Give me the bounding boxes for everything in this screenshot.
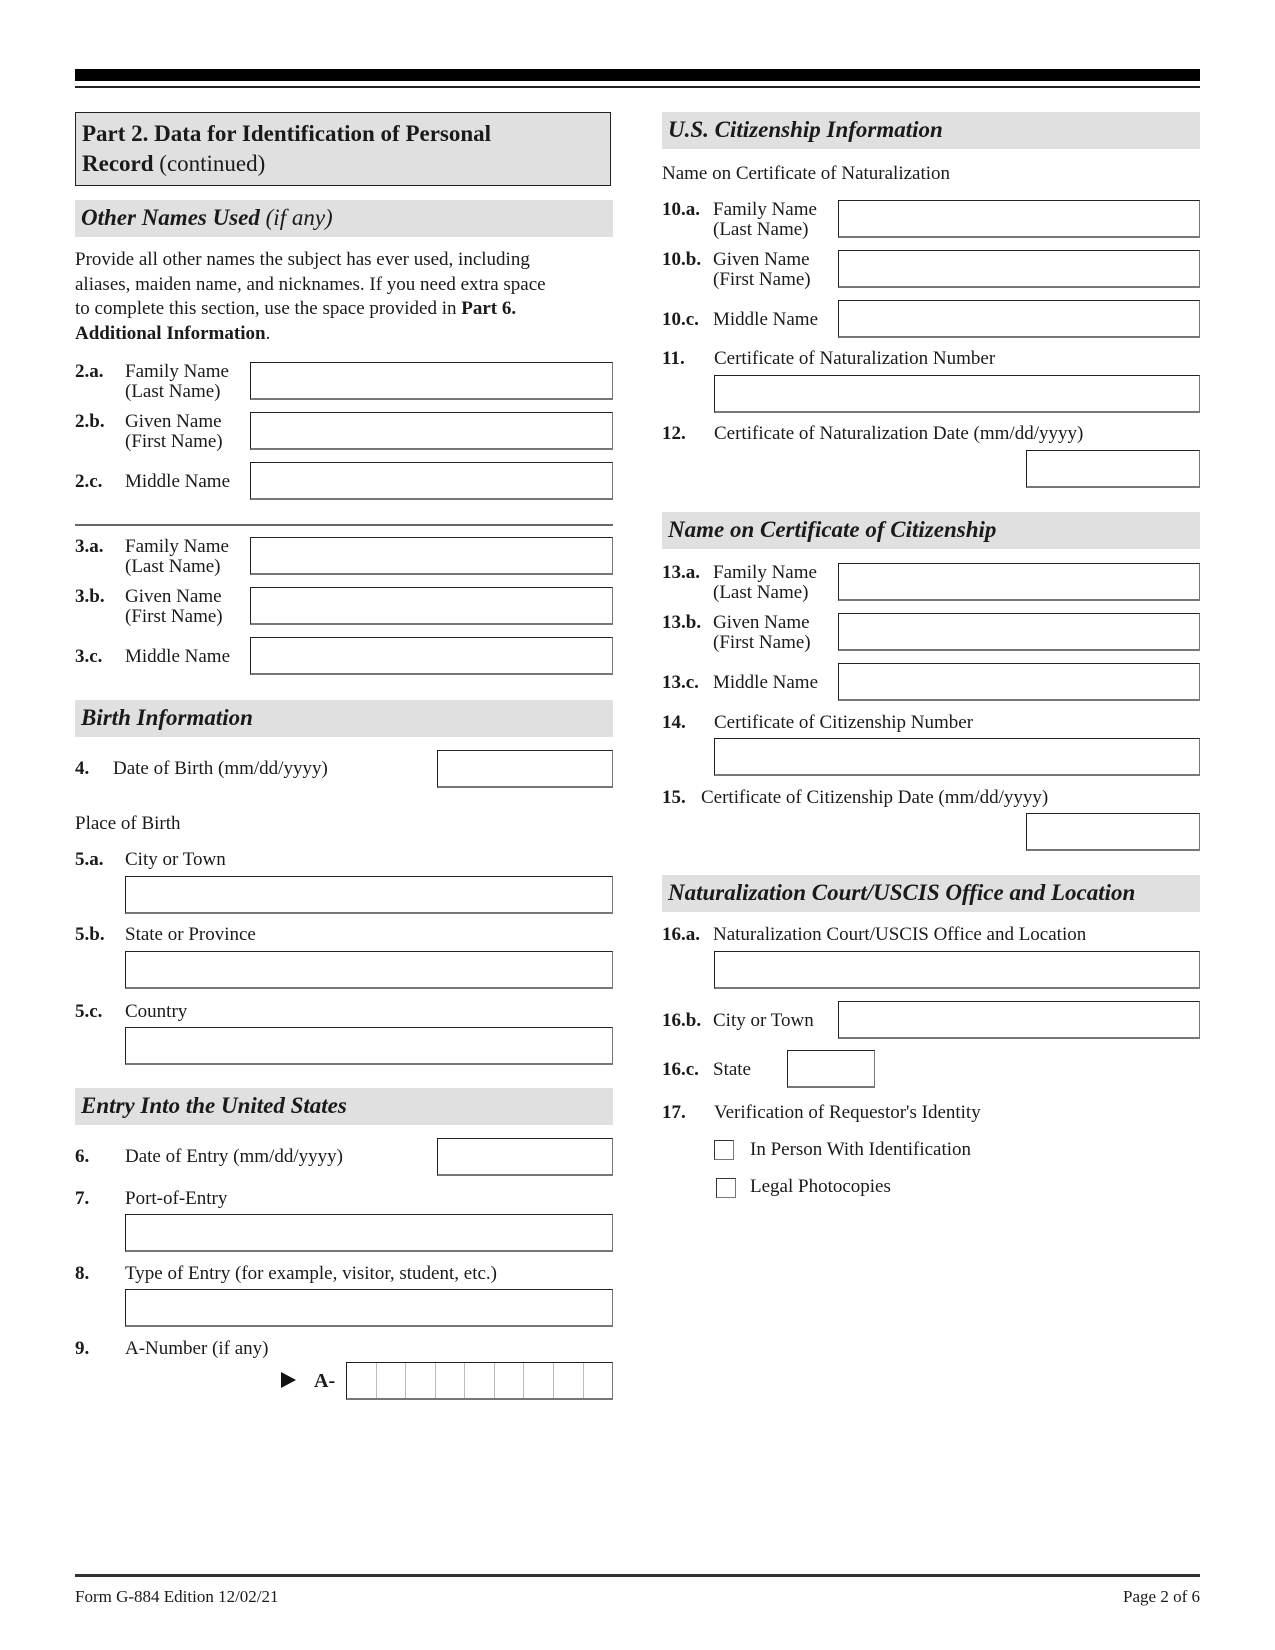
cit-cert-number-input[interactable] — [714, 738, 1200, 776]
section-title: Other Names Used — [81, 205, 260, 230]
a-number-digit-cell[interactable] — [436, 1363, 466, 1398]
instructions-line: aliases, maiden name, and nicknames. If you need extra space — [75, 273, 546, 295]
cit-middle-name-label: Middle Name — [713, 672, 819, 693]
given-name-label-2b: Given Name (First Name) — [125, 411, 223, 452]
item-number: 3.a. — [75, 536, 104, 557]
birth-city-label: City or Town — [125, 849, 226, 870]
item-number: 6. — [75, 1146, 90, 1167]
court-state-input[interactable] — [787, 1050, 875, 1088]
item-number: 5.a. — [75, 849, 104, 870]
middle-name-label-2c: Middle Name — [125, 471, 231, 492]
part-header — [75, 112, 611, 186]
family-name-label-3a: Family Name (Last Name) — [125, 536, 229, 577]
family-name-input-2a[interactable] — [250, 362, 613, 400]
verification-label: Verification of Requestor's Identity — [714, 1102, 981, 1123]
cit-cert-number-label: Certificate of Citizenship Number — [714, 712, 974, 733]
place-of-birth-label: Place of Birth — [75, 813, 181, 834]
part-title-suffix: (continued) — [153, 151, 266, 176]
birth-country-input[interactable] — [125, 1027, 613, 1065]
item-number: 5.c. — [75, 1001, 103, 1022]
nat-cert-number-label: Certificate of Naturalization Number — [714, 348, 996, 369]
a-number-label: A-Number (if any) — [125, 1338, 269, 1359]
cit-family-name-label: Family Name (Last Name) — [713, 562, 817, 603]
item-number: 16.a. — [662, 924, 700, 945]
entry-date-label: Date of Entry (mm/dd/yyyy) — [125, 1146, 343, 1167]
cit-cert-date-label: Certificate of Citizenship Date (mm/dd/yyyy) — [701, 787, 1049, 808]
naturalization-name-subheader: Name on Certificate of Naturalization — [662, 163, 951, 184]
entry-type-label: Type of Entry (for example, visitor, student, etc.) — [125, 1263, 497, 1284]
cit-middle-name-input[interactable] — [838, 663, 1200, 701]
court-office-input[interactable] — [714, 951, 1200, 989]
given-name-input-3b[interactable] — [250, 587, 613, 625]
entry-type-input[interactable] — [125, 1289, 613, 1327]
birth-state-label: State or Province — [125, 924, 256, 945]
nat-cert-date-input[interactable] — [1026, 450, 1200, 488]
nat-middle-name-label: Middle Name — [713, 309, 819, 330]
item-number: 12. — [662, 423, 686, 444]
section-header-cert-citizenship: Name on Certificate of Citizenship — [662, 512, 1200, 549]
dob-input[interactable] — [437, 750, 613, 788]
header-rule-thick — [75, 69, 1200, 81]
nat-cert-date-label: Certificate of Naturalization Date (mm/dd/yyyy) — [714, 423, 1084, 444]
court-office-label: Naturalization Court/USCIS Office and Location — [713, 924, 1087, 945]
footer-rule — [75, 1574, 1200, 1577]
a-number-digit-cell[interactable] — [554, 1363, 584, 1398]
legal-photocopies-option-label: Legal Photocopies — [750, 1176, 891, 1197]
nat-family-name-input[interactable] — [838, 200, 1200, 238]
nat-family-name-label: Family Name (Last Name) — [713, 199, 817, 240]
part-title-line1: Part 2. Data for Identification of Personal — [82, 121, 492, 146]
item-number: 5.b. — [75, 924, 105, 945]
item-number: 16.c. — [662, 1059, 699, 1080]
arrow-right-icon — [281, 1372, 296, 1388]
item-number: 17. — [662, 1102, 686, 1123]
other-names-instructions — [75, 248, 615, 346]
port-of-entry-label: Port-of-Entry — [125, 1188, 228, 1209]
court-state-label: State — [713, 1059, 751, 1080]
a-number-digit-cell[interactable] — [524, 1363, 554, 1398]
nat-cert-number-input[interactable] — [714, 375, 1200, 413]
given-name-label-3b: Given Name (First Name) — [125, 586, 223, 627]
item-number: 11. — [662, 348, 685, 369]
item-number: 2.b. — [75, 411, 105, 432]
item-number: 2.a. — [75, 361, 104, 382]
item-number: 7. — [75, 1188, 90, 1209]
dob-label: Date of Birth (mm/dd/yyyy) — [113, 758, 328, 779]
section-header-other-names — [75, 200, 613, 237]
additional-info-reference: Additional Information — [75, 322, 266, 344]
middle-name-label-3c: Middle Name — [125, 646, 231, 667]
nat-middle-name-input[interactable] — [838, 300, 1200, 338]
item-number: 2.c. — [75, 471, 103, 492]
birth-country-label: Country — [125, 1001, 188, 1022]
a-number-digit-cell[interactable] — [465, 1363, 495, 1398]
item-number: 13.b. — [662, 612, 702, 633]
entry-date-input[interactable] — [437, 1138, 613, 1176]
section-divider — [75, 524, 613, 526]
in-person-checkbox[interactable] — [714, 1140, 734, 1160]
section-header-court: Naturalization Court/USCIS Office and Location — [662, 875, 1200, 912]
a-number-digit-cell[interactable] — [406, 1363, 436, 1398]
item-number: 15. — [662, 787, 686, 808]
cit-given-name-label: Given Name (First Name) — [713, 612, 811, 653]
court-city-label: City or Town — [713, 1010, 814, 1031]
item-number: 4. — [75, 758, 90, 779]
form-edition: Form G-884 Edition 12/02/21 — [75, 1587, 279, 1606]
section-header-citizenship: U.S. Citizenship Information — [662, 112, 1200, 149]
item-number: 13.a. — [662, 562, 700, 583]
cit-family-name-input[interactable] — [838, 563, 1200, 601]
in-person-option-label: In Person With Identification — [750, 1139, 972, 1160]
legal-photocopies-checkbox[interactable] — [716, 1178, 736, 1198]
item-number: 10.c. — [662, 309, 699, 330]
a-number-prefix: A- — [314, 1370, 336, 1392]
item-number: 3.b. — [75, 586, 105, 607]
middle-name-input-2c[interactable] — [250, 462, 613, 500]
section-header-entry: Entry Into the United States — [75, 1088, 613, 1125]
item-number: 8. — [75, 1263, 90, 1284]
instructions-line: to complete this section, use the space provided in — [75, 298, 462, 319]
item-number: 3.c. — [75, 646, 103, 667]
part6-reference: Part 6. — [461, 298, 517, 319]
item-number: 10.b. — [662, 249, 702, 270]
part-title-line2: Record — [82, 151, 154, 176]
birth-city-input[interactable] — [125, 876, 613, 914]
cit-cert-date-input[interactable] — [1026, 813, 1200, 851]
family-name-input-3a[interactable] — [250, 537, 613, 575]
a-number-input[interactable] — [346, 1362, 613, 1400]
item-number: 9. — [75, 1338, 90, 1359]
header-rule-thin — [75, 86, 1200, 88]
middle-name-input-3c[interactable] — [250, 637, 613, 675]
instructions-end: . — [265, 322, 271, 344]
section-title-suffix: (if any) — [259, 205, 333, 230]
item-number: 14. — [662, 712, 686, 733]
port-of-entry-input[interactable] — [125, 1214, 613, 1252]
a-number-digit-cell[interactable] — [495, 1363, 525, 1398]
page-number: Page 2 of 6 — [1123, 1587, 1200, 1606]
nat-given-name-label: Given Name (First Name) — [713, 249, 811, 290]
section-header-birth: Birth Information — [75, 700, 613, 737]
nat-given-name-input[interactable] — [838, 250, 1200, 288]
birth-state-input[interactable] — [125, 951, 613, 989]
given-name-input-2b[interactable] — [250, 412, 613, 450]
item-number: 16.b. — [662, 1010, 702, 1031]
cit-given-name-input[interactable] — [838, 613, 1200, 651]
court-city-input[interactable] — [838, 1001, 1200, 1039]
item-number: 13.c. — [662, 672, 699, 693]
a-number-digit-cell[interactable] — [347, 1363, 377, 1398]
instructions-line: Provide all other names the subject has ever used, including — [75, 249, 530, 270]
a-number-digit-cell[interactable] — [584, 1363, 613, 1398]
family-name-label-2a: Family Name (Last Name) — [125, 361, 229, 402]
a-number-digit-cell[interactable] — [377, 1363, 407, 1398]
item-number: 10.a. — [662, 199, 700, 220]
